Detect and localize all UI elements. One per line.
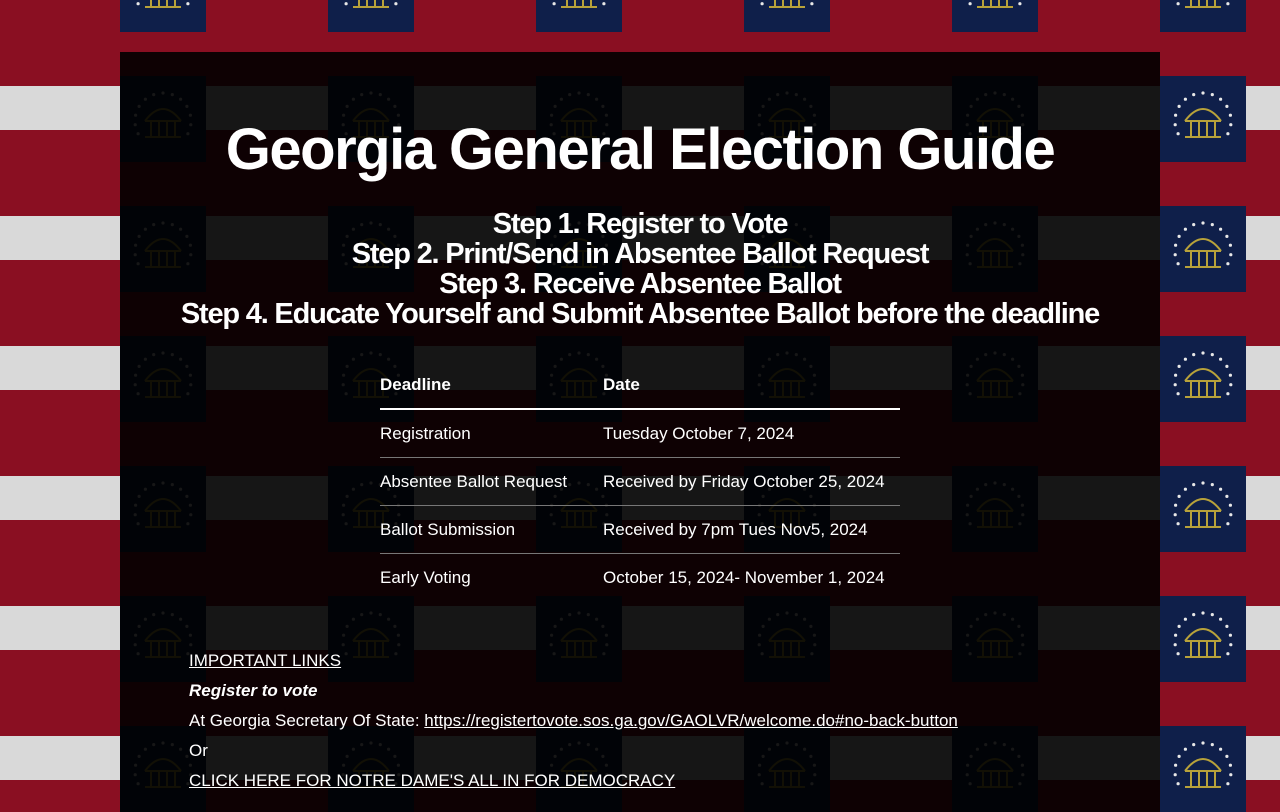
deadline-cell: Registration	[380, 409, 603, 458]
notre-dame-link[interactable]: CLICK HERE FOR NOTRE DAME'S ALL IN FOR DEMOCRACY	[189, 771, 676, 790]
georgia-seal-icon	[1160, 206, 1246, 292]
georgia-seal-icon	[1160, 466, 1246, 552]
georgia-seal-icon	[536, 0, 622, 32]
date-cell: Tuesday October 7, 2024	[603, 409, 900, 458]
table-row	[380, 409, 900, 458]
step-1: Step 1. Register to Vote	[492, 208, 788, 240]
georgia-seal-icon	[744, 0, 830, 32]
table-header-row	[380, 362, 900, 409]
georgia-seal-icon	[328, 0, 414, 32]
georgia-seal-icon	[1160, 726, 1246, 812]
georgia-seal-icon	[1160, 596, 1246, 682]
sos-prefix: At Georgia Secretary Of State:	[189, 711, 425, 730]
deadline-cell: Early Voting	[380, 567, 471, 587]
step-2: Step 2. Print/Send in Absentee Ballot Request	[351, 238, 929, 270]
table-row	[380, 506, 900, 554]
steps-list	[120, 209, 1160, 329]
important-links-heading[interactable]: IMPORTANT LINKS	[189, 651, 342, 670]
table-row	[380, 554, 900, 602]
step-4: Step 4. Educate Yourself and Submit Absentee Ballot before the deadline	[180, 298, 1100, 330]
date-cell: Received by 7pm Tues Nov5, 2024	[603, 506, 900, 554]
date-cell: Received by Friday October 25, 2024	[603, 458, 900, 506]
georgia-seal-icon	[1160, 76, 1246, 162]
register-to-vote-label: Register to vote	[189, 681, 318, 700]
sos-registration-link[interactable]: https://registertovote.sos.ga.gov/GAOLVR/welcome.do#no-back-button	[424, 711, 958, 730]
georgia-seal-icon	[1160, 336, 1246, 422]
column-header-date: Date	[603, 362, 900, 409]
column-header-deadline: Deadline	[380, 362, 603, 409]
date-cell: October 15, 2024- November 1, 2024	[603, 567, 885, 587]
deadlines-table	[380, 362, 900, 601]
page-title: Georgia General Election Guide	[225, 117, 1055, 182]
georgia-seal-icon	[120, 0, 206, 32]
deadline-cell: Ballot Submission	[380, 506, 603, 554]
step-3: Step 3. Receive Absentee Ballot	[439, 268, 841, 300]
deadline-cell: Absentee Ballot Request	[380, 458, 603, 506]
content-panel	[120, 52, 1160, 812]
georgia-seal-icon	[1160, 0, 1246, 32]
important-links	[189, 646, 958, 796]
or-text: Or	[189, 741, 208, 760]
sos-line	[189, 706, 958, 736]
georgia-seal-icon	[952, 0, 1038, 32]
table-row	[380, 458, 900, 506]
